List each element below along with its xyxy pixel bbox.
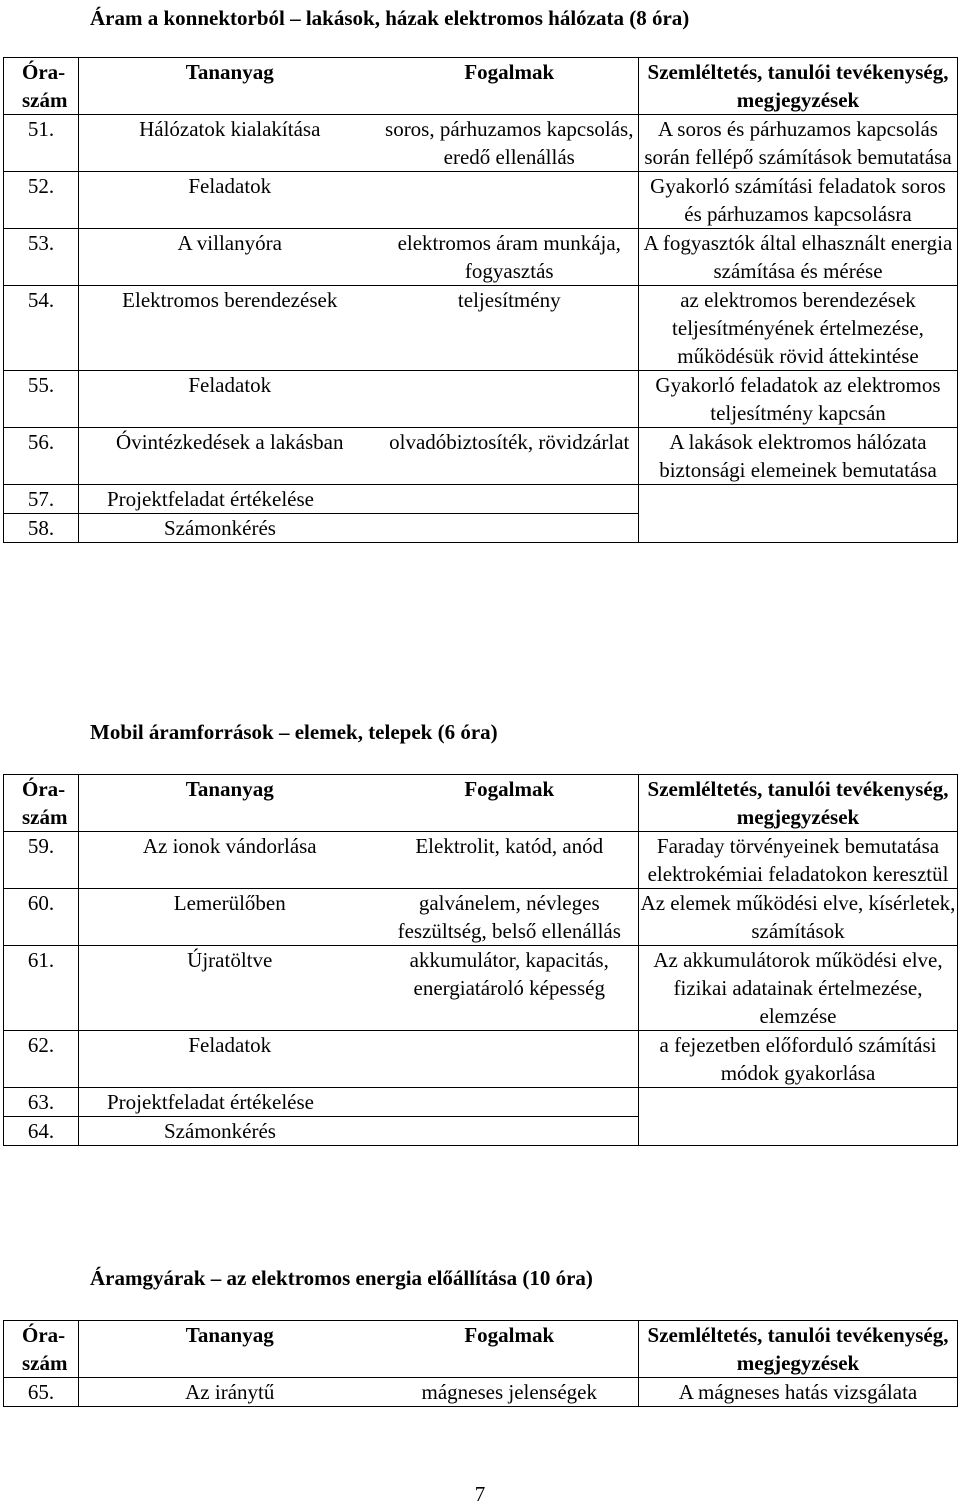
row-concepts — [381, 1117, 639, 1146]
table-row — [4, 832, 958, 889]
row-concepts — [381, 1031, 639, 1088]
lesson-table-1 — [3, 57, 958, 543]
section-1-title: Áram a konnektorból – lakások, házak elektromos hálózata (8 óra) — [90, 6, 690, 30]
row-topic: Számonkérés — [79, 514, 381, 543]
row-topic: A villanyóra — [79, 229, 381, 286]
row-num: 62. — [4, 1031, 79, 1088]
row-concepts: soros, párhuzamos kapcsolás, eredő ellenállás — [381, 115, 639, 172]
row-num: 59. — [4, 832, 79, 889]
row-notes: Faraday törvényeinek bemutatása elektrokémiai feladatokon keresztül — [639, 832, 958, 889]
row-topic: Az ionok vándorlása — [79, 832, 381, 889]
row-concepts: Elektrolit, katód, anód — [381, 832, 639, 889]
header-num: Óra- szám — [4, 1321, 79, 1378]
row-topic: Feladatok — [79, 371, 381, 428]
table-row — [4, 229, 958, 286]
row-concepts: mágneses jelenségek — [381, 1378, 639, 1407]
header-concepts: Fogalmak — [381, 58, 639, 115]
table-header-row — [4, 1321, 958, 1378]
row-concepts: galvánelem, névleges feszültség, belső ellenállás — [381, 889, 639, 946]
row-notes: az elektromos berendezések teljesítményének értelmezése, működésük rövid áttekintése — [639, 286, 958, 371]
header-topic: Tananyag — [79, 775, 381, 832]
header-concepts: Fogalmak — [381, 775, 639, 832]
table-row — [4, 286, 958, 371]
row-num: 64. — [4, 1117, 79, 1146]
row-num: 51. — [4, 115, 79, 172]
row-num: 52. — [4, 172, 79, 229]
row-concepts — [381, 1088, 639, 1117]
row-num: 65. — [4, 1378, 79, 1407]
row-topic: Elektromos berendezések — [79, 286, 381, 371]
row-notes: Az elemek működési elve, kísérletek, számítások — [639, 889, 958, 946]
header-concepts: Fogalmak — [381, 1321, 639, 1378]
table-header-row — [4, 58, 958, 115]
table-row — [4, 1378, 958, 1407]
row-concepts — [381, 371, 639, 428]
lesson-table-2 — [3, 774, 958, 1146]
table-row — [4, 428, 958, 485]
header-notes: Szemléltetés, tanulói tevékenység, megjegyzések — [639, 775, 958, 832]
header-notes: Szemléltetés, tanulói tevékenység, megjegyzések — [639, 58, 958, 115]
row-num: 54. — [4, 286, 79, 371]
row-concepts — [381, 485, 639, 514]
row-notes — [639, 1088, 958, 1146]
table-header-row — [4, 775, 958, 832]
table-row — [4, 172, 958, 229]
row-topic: Újratöltve — [79, 946, 381, 1031]
row-topic: Projektfeladat értékelése — [79, 1088, 381, 1117]
row-num: 53. — [4, 229, 79, 286]
row-topic: Számonkérés — [79, 1117, 381, 1146]
row-num: 56. — [4, 428, 79, 485]
row-notes: a fejezetben előforduló számítási módok gyakorlása — [639, 1031, 958, 1088]
row-concepts — [381, 172, 639, 229]
row-num: 63. — [4, 1088, 79, 1117]
table-row — [4, 946, 958, 1031]
header-notes: Szemléltetés, tanulói tevékenység, megjegyzések — [639, 1321, 958, 1378]
row-notes: A mágneses hatás vizsgálata — [639, 1378, 958, 1407]
row-topic: Feladatok — [79, 1031, 381, 1088]
header-topic: Tananyag — [79, 58, 381, 115]
row-concepts: akkumulátor, kapacitás, energiatároló képesség — [381, 946, 639, 1031]
table-row — [4, 371, 958, 428]
row-num: 57. — [4, 485, 79, 514]
row-num: 55. — [4, 371, 79, 428]
row-notes: A lakások elektromos hálózata biztonsági elemeinek bemutatása — [639, 428, 958, 485]
row-notes: A soros és párhuzamos kapcsolás során fellépő számítások bemutatása — [639, 115, 958, 172]
table-row — [4, 115, 958, 172]
row-num: 58. — [4, 514, 79, 543]
row-topic: Feladatok — [79, 172, 381, 229]
row-topic: Óvintézkedések a lakásban — [79, 428, 381, 485]
row-topic: Hálózatok kialakítása — [79, 115, 381, 172]
section-2-title: Mobil áramforrások – elemek, telepek (6 óra) — [90, 720, 498, 744]
header-num: Óra- szám — [4, 58, 79, 115]
row-num: 61. — [4, 946, 79, 1031]
page-number: 7 — [474, 1482, 486, 1506]
table-row — [4, 889, 958, 946]
table-row — [4, 1088, 958, 1117]
table-row — [4, 485, 958, 514]
row-concepts: teljesítmény — [381, 286, 639, 371]
row-notes — [639, 485, 958, 543]
header-topic: Tananyag — [79, 1321, 381, 1378]
row-notes: Az akkumulátorok működési elve, fizikai adatainak értelmezése, elemzése — [639, 946, 958, 1031]
row-concepts: elektromos áram munkája, fogyasztás — [381, 229, 639, 286]
row-num: 60. — [4, 889, 79, 946]
row-concepts: olvadóbiztosíték, rövidzárlat — [381, 428, 639, 485]
row-topic: Az iránytű — [79, 1378, 381, 1407]
header-num: Óra- szám — [4, 775, 79, 832]
row-notes: Gyakorló feladatok az elektromos teljesítmény kapcsán — [639, 371, 958, 428]
row-topic: Projektfeladat értékelése — [79, 485, 381, 514]
lesson-table-3 — [3, 1320, 958, 1407]
row-concepts — [381, 514, 639, 543]
row-topic: Lemerülőben — [79, 889, 381, 946]
row-notes: A fogyasztók által elhasznált energia számítása és mérése — [639, 229, 958, 286]
section-3-title: Áramgyárak – az elektromos energia előállítása (10 óra) — [90, 1266, 593, 1290]
table-row — [4, 1031, 958, 1088]
row-notes: Gyakorló számítási feladatok soros és párhuzamos kapcsolásra — [639, 172, 958, 229]
